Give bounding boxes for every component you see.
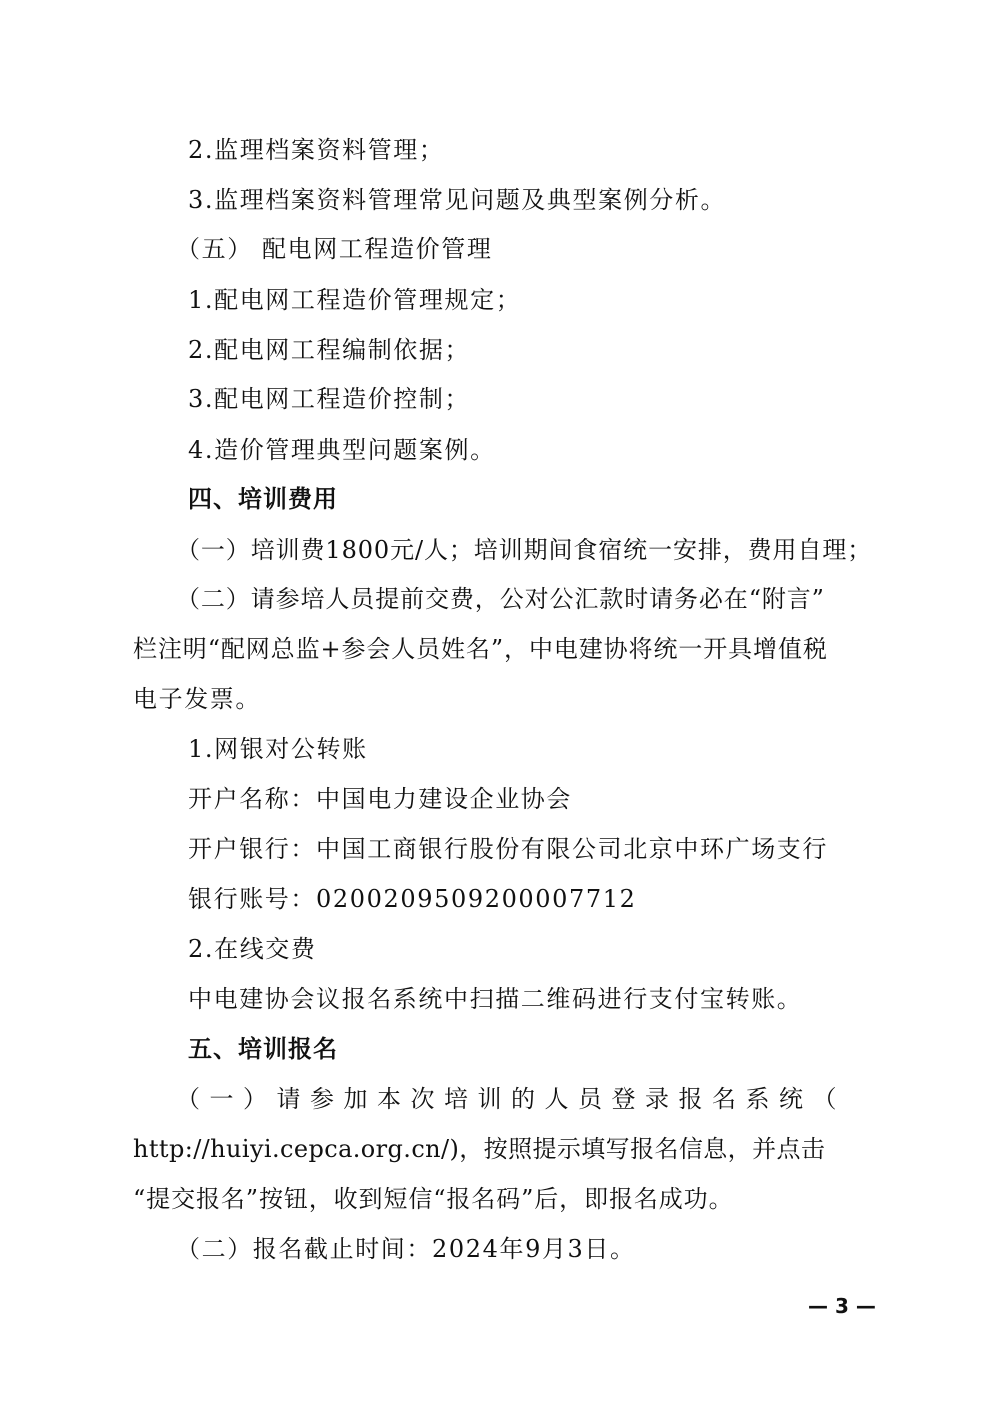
text-line: 中电建协会议报名系统中扫描二维码进行支付宝转账。 [188,985,803,1013]
section-heading: （五） 配电网工程造价管理 [176,235,493,263]
text-line: 3.配电网工程造价控制； [188,385,471,413]
text-line: 开户名称：中国电力建设企业协会 [188,785,572,813]
chapter-heading: 四、培训费用 [188,485,338,513]
text-line: 电子发票。 [133,685,261,713]
text-line: （一）请参加本次培训的人员登录报名系统（ [176,1085,846,1113]
text-line: 4.造价管理典型问题案例。 [188,436,496,464]
page-number: — 3 — [808,1294,876,1318]
text-line: 2.配电网工程编制依据； [188,336,471,364]
chapter-heading: 五、培训报名 [188,1035,338,1063]
text-line: 1.网银对公转账 [188,735,368,763]
text-line: 1.配电网工程造价管理规定； [188,286,522,314]
text-line: “提交报名”按钮，收到短信“报名码”后，即报名成功。 [133,1185,734,1213]
text-line: （二）报名截止时间：2024年9月3日。 [176,1235,636,1263]
text-line: 3.监理档案资料管理常见问题及典型案例分析。 [188,186,727,214]
text-line: （二）请参培人员提前交费，公对公汇款时请务必在“附言” [176,585,825,613]
text-line: http://huiyi.cepca.org.cn/)，按照提示填写报名信息，并点击 [133,1135,826,1163]
text-line: 2.监理档案资料管理； [188,136,445,164]
text-line: （一）培训费1800元/人；培训期间食宿统一安排，费用自理； [176,536,873,564]
text-line: 栏注明“配网总监+参会人员姓名”，中电建协将统一开具增值税 [133,635,828,663]
text-line: 2.在线交费 [188,935,317,963]
text-line: 开户银行：中国工商银行股份有限公司北京中环广场支行 [188,835,828,863]
text-line: 银行账号：0200209509200007712 [188,885,637,913]
